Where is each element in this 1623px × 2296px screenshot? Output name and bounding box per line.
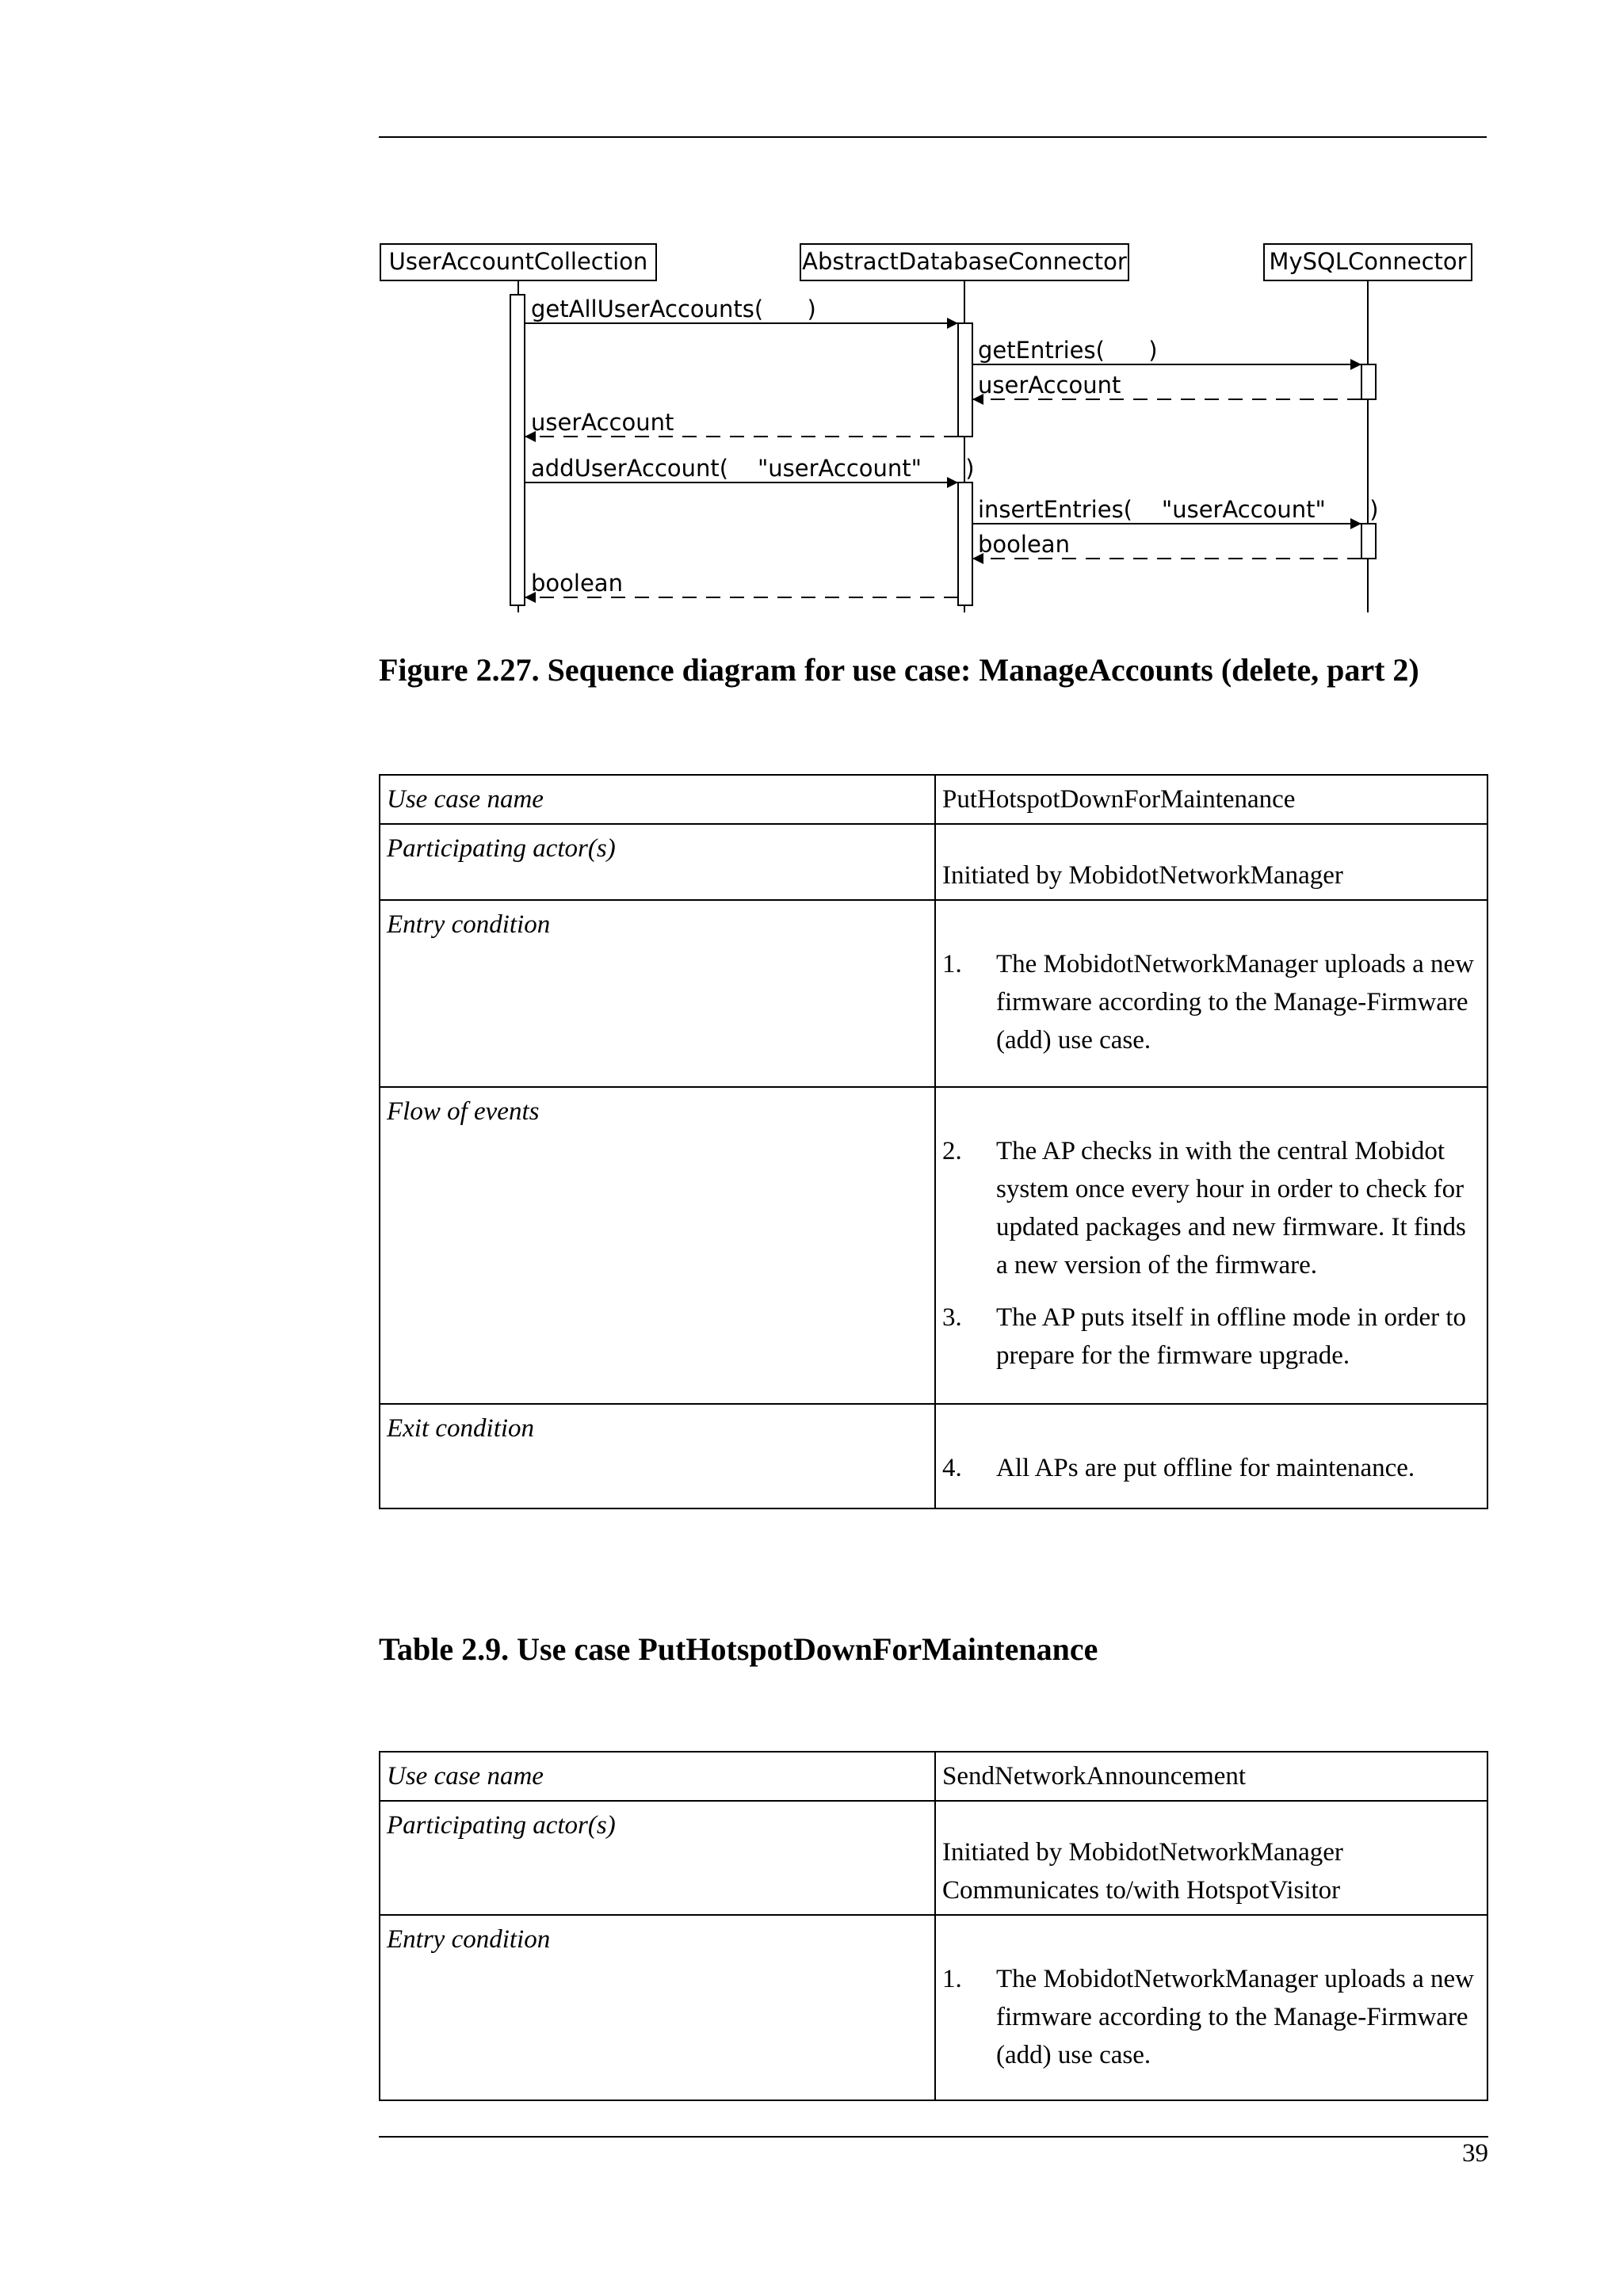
figure-caption: Figure 2.27. Sequence diagram for use case: ManageAccounts (delete, part 2) (379, 652, 1419, 688)
participating-actors (935, 1801, 1487, 1915)
message-label: userAccount (531, 409, 674, 436)
message-label: insertEntries( "userAccount" ) (978, 496, 1379, 523)
sequence-diagram (372, 234, 1490, 622)
row-label: Entry condition (380, 1915, 935, 2100)
row-label: Participating actor(s) (380, 824, 935, 900)
message-label: addUserAccount( "userAccount" ) (531, 455, 975, 482)
lifeline-label: MySQLConnector (1269, 248, 1467, 275)
message-label: getEntries( ) (978, 337, 1158, 364)
entry-condition (935, 1915, 1487, 2100)
footer-rule (379, 2136, 1488, 2138)
message-label: getAllUserAccounts( ) (531, 296, 816, 322)
lifeline-mysql-connector (1264, 244, 1472, 280)
actor-line: Initiated by MobidotNetworkManager (942, 861, 1343, 890)
step-item: 1. The MobidotNetworkManager uploads a new firmware according to the Manage-Firmware (add) use case. (942, 950, 1475, 1055)
flow-of-events (935, 1087, 1487, 1404)
use-case-table-put-hotspot-down (379, 774, 1488, 1509)
row-label: Use case name (380, 775, 935, 824)
actor-line: Communicates to/with HotspotVisitor (942, 1876, 1341, 1905)
table-row (380, 1752, 1487, 1801)
table-row (380, 900, 1487, 1087)
lifeline-abstract-database-connector (800, 244, 1128, 280)
table-row (380, 824, 1487, 900)
activation-bar (1361, 524, 1376, 559)
activation-bar (1361, 364, 1376, 399)
table-row (380, 775, 1487, 824)
participating-actors (935, 824, 1487, 900)
row-label: Use case name (380, 1752, 935, 1801)
lifeline-user-account-collection (380, 244, 656, 280)
page-number: 39 (1462, 2139, 1488, 2168)
step-item: 3. The AP puts itself in offline mode in order to prepare for the firmware upgrade. (942, 1303, 1467, 1370)
message-label: boolean (978, 531, 1070, 558)
activation-bar (510, 295, 525, 605)
lifeline-label: AbstractDatabaseConnector (802, 248, 1127, 275)
activation-bar (958, 482, 972, 605)
header-rule (379, 136, 1487, 138)
entry-condition (935, 900, 1487, 1087)
step-item: 2. The AP checks in with the central Mobidot system once every hour in order to check for updated packages and new firmware. It finds a new version of the firmware. (942, 1137, 1466, 1280)
message-label: boolean (531, 570, 623, 597)
use-case-table-send-network-announcement (379, 1751, 1488, 2101)
lifeline-label: UserAccountCollection (388, 248, 648, 275)
row-label: Flow of events (380, 1087, 935, 1404)
use-case-name: SendNetworkAnnouncement (935, 1752, 1487, 1801)
row-label: Exit condition (380, 1404, 935, 1508)
exit-condition (935, 1404, 1487, 1508)
row-label: Entry condition (380, 900, 935, 1087)
row-label: Participating actor(s) (380, 1801, 935, 1915)
table-row (380, 1915, 1487, 2100)
actor-line: Initiated by MobidotNetworkManager (942, 1838, 1343, 1867)
use-case-name: PutHotspotDownForMaintenance (935, 775, 1487, 824)
activation-bar (958, 323, 972, 437)
step-item: 4. All APs are put offline for maintenance. (942, 1454, 1415, 1482)
table-row (380, 1801, 1487, 1915)
step-item: 1. The MobidotNetworkManager uploads a new firmware according to the Manage-Firmware (add) use case. (942, 1965, 1475, 2069)
table-caption: Table 2.9. Use case PutHotspotDownForMaintenance (379, 1631, 1098, 1667)
table-row (380, 1087, 1487, 1404)
table-row (380, 1404, 1487, 1508)
message-label: userAccount (978, 372, 1121, 399)
